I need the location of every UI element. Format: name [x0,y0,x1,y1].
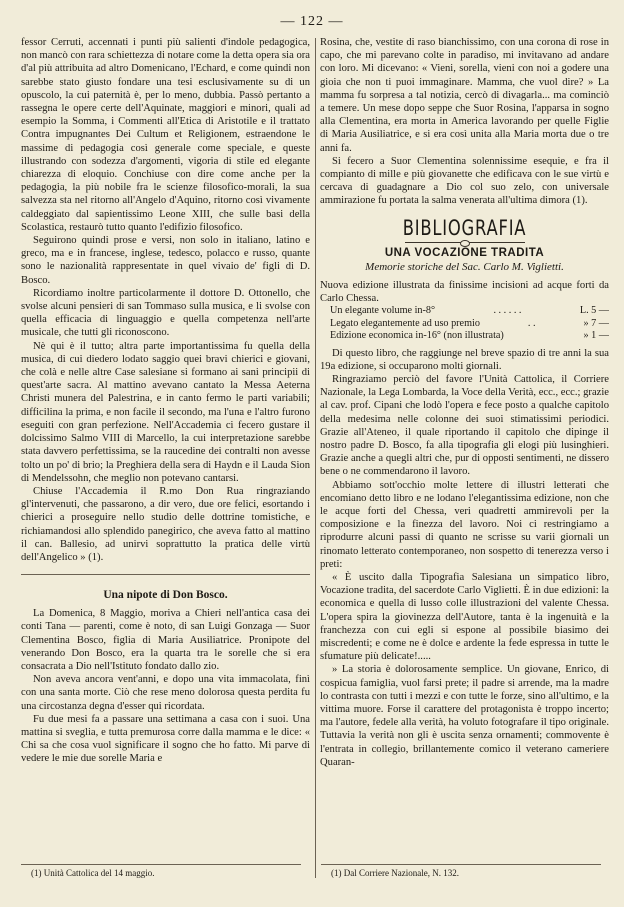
right-paragraph-7: » La storia è dolorosamente semplice. Un giovane, Enrico, di cospicua famiglia, vuol farsi prete; il padre si arrende, ma la madre lo contrasta con tutti i mezzi e con tutte le forze, sino all'ultimo, e la vittima muore. Forse il carattere del protagonista è troppo incerto; ma l'autore, fedele alla verità, ha voluto fotografare il tipo originale. Tuttavia la verità non gli è uscita senza ornamenti; commovente è l'entrata in collegio, brillantemente comico il veterano cameriere Quaran- [320,664,609,768]
price-row [320,330,609,343]
left-paragraph-4: Nè qui è il tutto; altra parte importantissima fu quella della musica, di cui diedero lodato saggio quei bravi chierici e giovani, che colà e nelle altre Case salesiane si formano ai sani principii di quest'arte sacra. Al mattino avevano cantato la Messa Aeterna Christi munera del Palestrina, e in canto fermo le parti variabili; difficilina la prima, e non facile il secondo, ma l'una e l'altro furono eseguiti con gran perfezione. Nell'Accademia ci fecero gustare il dolcissimo Salmo VIII di Marcello, la cui interpretazione sarebbe stata davvero perfettissima, se la raucedine dei contralti non avesse tolto un po' di brio; la Preghiera della sera di Haydn e il Lauda Sion di Mendelssohn, che meglio non potevano cantarsi. [21,340,310,484]
right-paragraph-5: Abbiamo sott'occhio molte lettere di illustri letterati che encomiano detto libro e ne lodano l'elegantissima edizione, non che le acque forti del Chessa, veri quadretti ammirevoli per la composizione e la finezza del lavoro. Noi ci restringiamo a riprodurre alcuni passi di quanto ne scrisse su varii giornali un rinomato letterato contemporaneo, non sospetto di tenerezza verso i preti: [320,479,609,570]
left-paragraph-3: Ricordiamo inoltre particolarmente il dottore D. Ottonello, che svolse alcuni pensieri di san Tommaso sulla musica, e li svolse con quella efficacia di linguaggio e quella competenza nell'arte musicale, che tutti gli riconoscono. [21,287,310,339]
price-value: L. 5 — [579,305,609,317]
left-paragraph-7: Non aveva ancora vent'anni, e dopo una vita immacolata, finì con una santa morte. Ciò che rese meno dolorosa questa perdita fu una circostanza degna d'esser qui ricordata. [21,674,310,712]
book-title: UNA VOCAZIONE TRADITA [384,246,545,259]
bibliografia-heading: BIBLIOGRAFIA [402,215,527,240]
right-paragraph-4: Ringraziamo perciò del favore l'Unità Cattolica, il Corriere Nazionale, la Lega Lombarda, la Voce della Verità, ecc., ecc.; grazie al cav. prof. Cipani che lodò l'opera e fece posto a qualche capitolo della medesima nelle colonne dei suoi stimatissimi periodici. Grazie all'Ateneo, il quale riportando il capitolo che dipinge il nostro padre D. Bosco, fa alla tipografia gli elogi più lusinghieri. Grazie anche a quegli altri che, pur di opposti sentimenti, ne dissero bene o ne commendarono il lavoro. [320,373,609,478]
left-paragraph-2: Seguirono quindi prose e versi, non solo in italiano, latino e greco, ma e in francese, inglese, tedesco, polacco e russo, quante sono le nazionalità rappresentate in quel vivaio de' figli di D. Bosco. [21,235,310,286]
edition-intro: Nuova edizione illustrata da finissime incisioni ad acque forti da Carlo Chessa. [320,279,609,304]
right-paragraph-1: Rosina, che, vestite di raso bianchissimo, con una corona di rose in capo, che mi parevano colte in paradiso, mi invitavano ad andare con loro. Mi dicevano: « Vieni, sorella, vieni con noi a godere una gioia che non ti puoi immaginare. Mamma, che vuol dire? » La mamma fu sorpresa a tal notizia, cercò di divagarla... ma cominciò a temere. Un mese dopo seppe che Suor Rosina, l'apparsa in sogno alla Clementina, era morta in America lavorando per quelle Figlie di Maria Ausiliatrice, e si era così unita alla Maria morta due o tre anni fa. [320,37,609,154]
left-footnote-rule [21,864,301,865]
right-paragraph-6: « È uscito dalla Tipografia Salesiana un simpatico libro, Vocazione tradita, del sacerdote Carlo Viglietti. È in due edizioni: la economica e quella di lusso colle illustrazioni del valente Chessa. L'opera spira la giovinezza dell'Autore, tanta è la ingenuità e la franchezza con cui egli si espone al possibile biasimo dei miscredenti; e come ne è dolce e ardente la fede espressa in tutte le sfumature più delicate!..... [320,572,609,663]
left-paragraph-6: La Domenica, 8 Maggio, moriva a Chieri nell'antica casa dei conti Tana — parenti, come è noto, di san Luigi Gonzaga — Suor Clementina Bosco, figlia di Maria Ausiliatrice. Pronipote del venerando Don Bosco, era la quarta tra le sorelle che si era consacrata a Dio nell'Istituto fondato dallo zio. [21,608,310,672]
right-paragraph-3: Di questo libro, che raggiunge nel breve spazio di tre anni la sua 19a edizione, si occuparono molti giornali. [320,347,609,372]
left-paragraph-8: Fu due mesi fa a passare una settimana a casa con i suoi. Una mattina si sveglia, e tutta premurosa corre dalla mamma e le dice: « Chi sa che cosa vuol significare il sogno che ho fatto. Mi parve di vedere le mie due sorelle Maria e [21,713,310,765]
ornamental-rule [405,242,525,243]
page-columns [21,36,609,861]
right-column [320,36,609,861]
price-value: » 1 — [583,330,609,342]
price-dots: . . . . . . [493,305,522,317]
price-label: Un elegante volume in-8° [330,305,436,317]
price-row [320,318,609,331]
price-dots: . . [527,317,536,329]
price-value: » 7 — [583,317,609,329]
right-footnote-rule [321,864,601,865]
section-heading-nipote: Una nipote di Don Bosco. [21,574,310,601]
price-label: Legato elegantemente ad uso premio [330,317,480,329]
price-label: Edizione economica in-16° (non illustrata) [330,330,504,342]
book-author: Memorie storiche del Sac. Carlo M. Viglietti. [365,260,564,273]
right-footnote: (1) Dal Corriere Nazionale, N. 132. [331,868,459,878]
page-number: — 122 — [280,14,344,29]
left-paragraph-1: fessor Cerruti, accennati i punti più salienti d'indole pedagogica, non mancò con rara schiettezza di notare come la detta opera sia ora d'al più attribuita ad altro Domenicano, l'Echard, e come quindi non sarebbe stato giusto fondare una tesi esclusivamente su di un opuscolo, la cui paternità è, per lo meno, dubbia. Passò pertanto a rassegna le opere certe dell'Aquinate, maggiori e minori, quali ad esempio la Somma, i Commenti all'Etica di Aristotile e il trattato Contra impugnantes Dei Cultum et Religionem, estraendone le massime di pedagogia così generale come speciale, e queste illustrando con sodezza d'argomenti, vigoria di stile ed elegante chiarezza di eloquio. Conchiuse con dire come anche per la pedagogia, la più nobile fra le scienze filosofico-morali, la sua salvezza sta nel ritorno all'Angelo d'Aquino, ritorno così vivamente caldeggiato dal sapientissimo Leone XIII, che sulle basi della Scolastica, restaurò tutto quanto l'edifizio filosofico. [21,37,310,233]
left-paragraph-5: Chiuse l'Accademia il R.mo Don Rua ringraziando gl'intervenuti, che passarono, a dir vero, due ore felici, esortando i chierici a proseguire nello studio delle dottrine tomistiche, e richiamandosi allo splendido panegirico, che aveva fatto al mattino il can. Ballesio, ad unirvi soprattutto la pratica delle virtù dell'Angelico » (1). [21,485,310,563]
left-column [21,36,310,861]
left-footnote: (1) Unità Cattolica del 14 maggio. [31,868,155,878]
right-paragraph-2: Si fecero a Suor Clementina solennissime esequie, e fra il compianto di mille e più giovanette che edificava con le sue virtù e cercava di guadagnare a Dio col suo zelo, con universale ammirazione fu portata la salma venerata all'ultima dimora (1). [320,155,609,207]
price-row [320,305,609,318]
